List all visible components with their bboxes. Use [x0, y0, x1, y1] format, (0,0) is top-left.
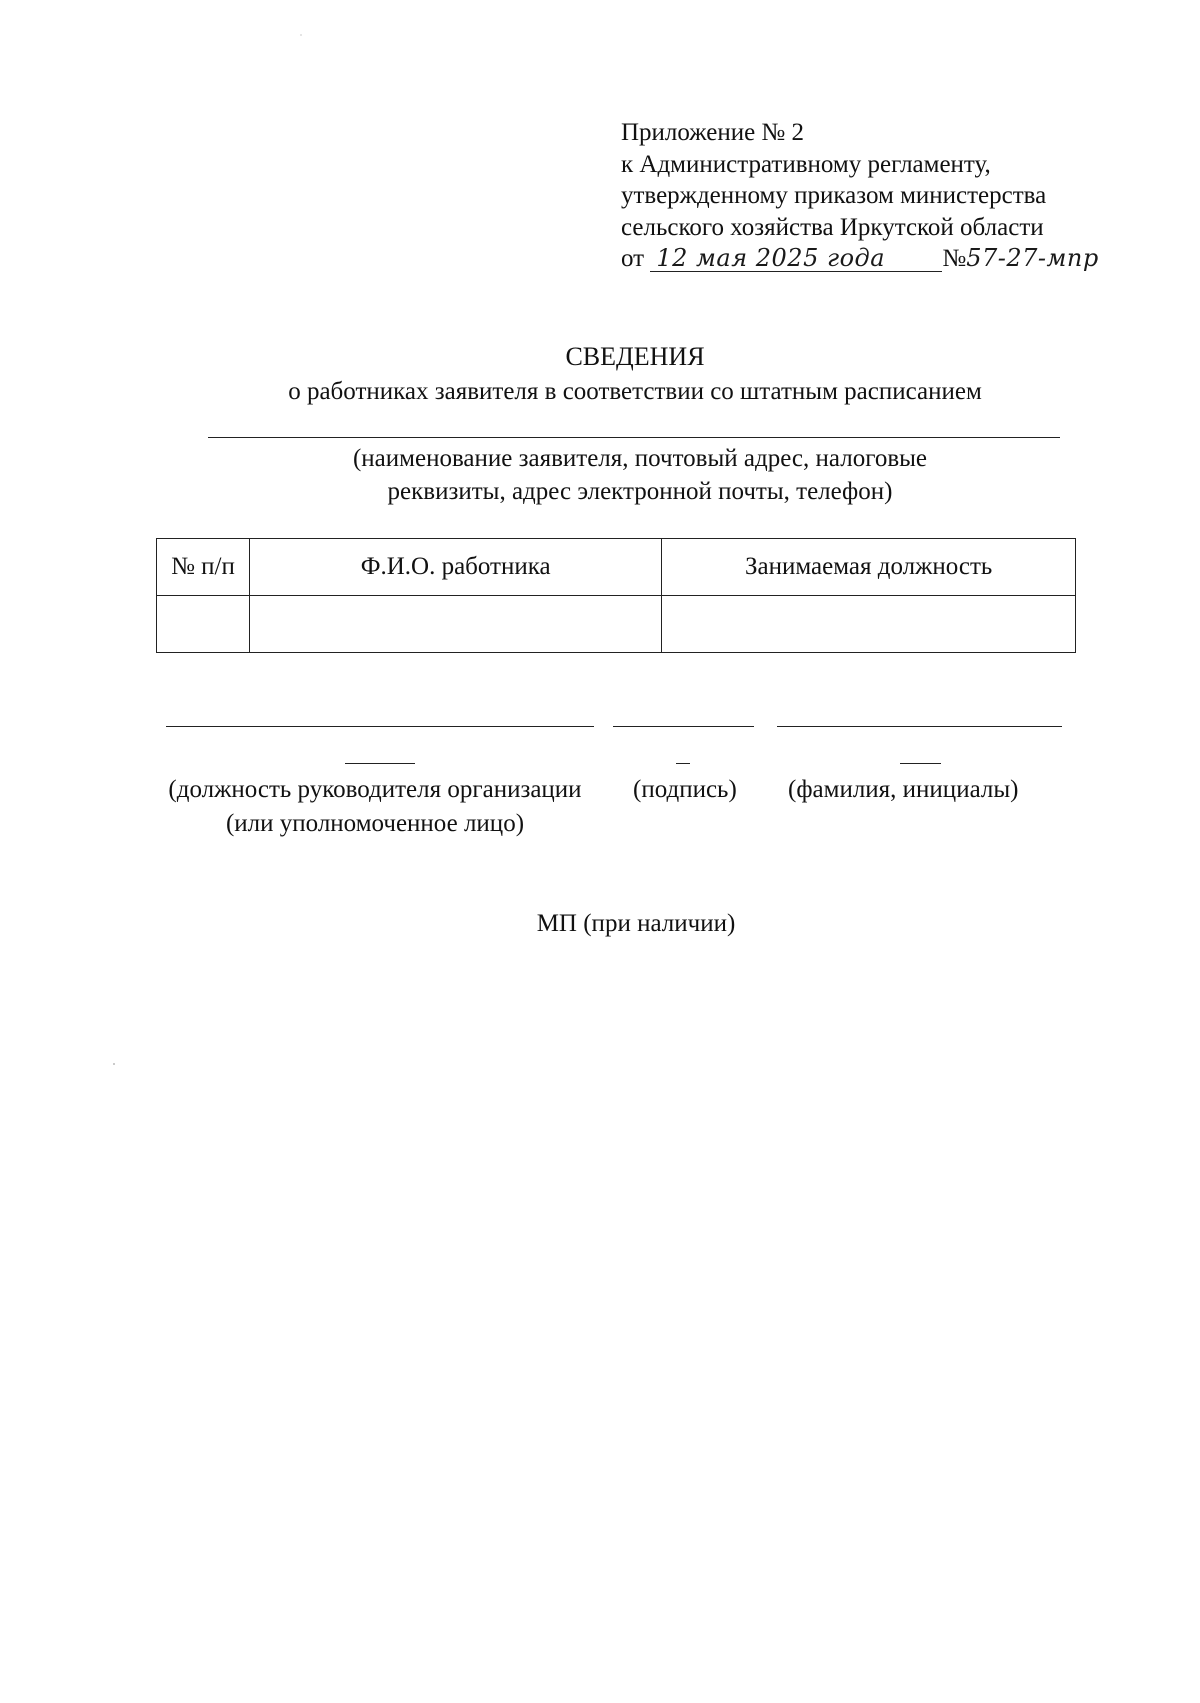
name-fill-line — [777, 726, 1062, 727]
applicant-note — [280, 442, 1000, 508]
order-date-number-line — [621, 243, 1121, 275]
document-subtitle: о работниках заявителя в соответствии со штатным расписанием — [288, 378, 982, 405]
applicant-fill-line — [208, 437, 1060, 438]
appendix-number: Приложение № 2 — [621, 119, 805, 146]
appendix-regulation: к Административному регламенту, — [621, 150, 991, 178]
signature-fill-line — [613, 726, 754, 727]
cell-full-name[interactable] — [249, 596, 661, 653]
document-title: СВЕДЕНИЯ — [565, 342, 705, 371]
position-dash — [345, 763, 415, 764]
scan-speck — [113, 1063, 115, 1065]
name-caption: (фамилия, инициалы) — [788, 776, 1019, 803]
position-caption: (должность руководителя организации (или уполномоченное лицо) — [168, 776, 582, 837]
appendix-ministry: сельского хозяйства Иркутской области — [621, 213, 1044, 241]
signature-dash — [676, 763, 690, 764]
cell-number[interactable] — [157, 596, 250, 653]
number-label: № — [942, 245, 967, 272]
from-label: от — [621, 245, 645, 272]
name-dash — [900, 763, 941, 764]
stamp-note: МП (при наличии) — [536, 910, 736, 937]
header-number: № п/п — [157, 539, 250, 596]
header-position: Занимаемая должность — [662, 539, 1076, 596]
appendix-block — [621, 117, 1121, 275]
staff-table — [156, 538, 1076, 653]
applicant-note-line-1: (наименование заявителя, почтовый адрес, налоговые — [352, 445, 928, 472]
table-header-row — [157, 539, 1076, 596]
position-fill-line — [166, 726, 594, 727]
handwritten-order-number: 57-27-мпр — [966, 244, 1099, 272]
appendix-approved-by: утвержденному приказом министерства — [621, 182, 1047, 209]
applicant-note-line-2: реквизиты, адрес электронной почты, телефон) — [387, 478, 893, 505]
scan-speck — [300, 34, 302, 36]
signature-caption: (подпись) — [633, 776, 737, 803]
header-full-name: Ф.И.О. работника — [249, 539, 661, 596]
cell-position[interactable] — [662, 596, 1076, 653]
handwritten-date: 12 мая 2025 года — [650, 245, 942, 272]
table-row — [157, 596, 1076, 653]
